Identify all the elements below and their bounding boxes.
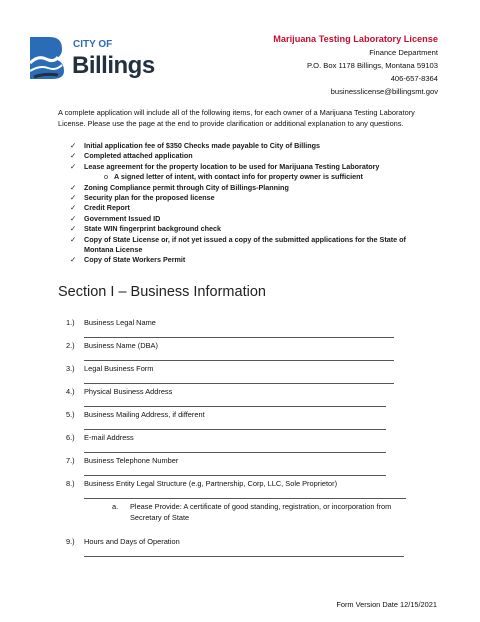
field-label: Business Entity Legal Structure (e.g, Partnership, Corp, LLC, Sole Proprietor) — [84, 479, 338, 488]
check-icon: ✓ — [70, 203, 77, 213]
field-label: Hours and Days of Operation — [84, 537, 180, 546]
checklist-item-label: Copy of State License or, if not yet issued a copy of the submitted applications for the State of Montana License — [84, 234, 406, 255]
section-heading: Section I – Business Information — [58, 284, 266, 300]
bullet-icon: o — [104, 172, 108, 182]
field-number: 3.) — [66, 364, 75, 373]
field-number: 5.) — [66, 410, 75, 419]
field-label: Physical Business Address — [84, 387, 173, 396]
checklist-item — [70, 183, 430, 193]
field-legal-business-form — [66, 364, 153, 373]
checklist-subitem — [104, 172, 430, 182]
checklist-item — [70, 162, 430, 183]
field-label: Business Name (DBA) — [84, 341, 158, 350]
field-business-legal-name — [66, 318, 156, 327]
field-physical-address — [66, 387, 172, 396]
certificate-subitem — [112, 501, 420, 523]
checklist-item — [70, 224, 430, 234]
legal-business-form-line[interactable] — [84, 383, 394, 384]
field-number: 8.) — [66, 479, 75, 488]
check-icon: ✓ — [70, 255, 77, 265]
checklist-item — [70, 255, 430, 265]
field-hours-operation — [66, 537, 180, 546]
field-entity-structure — [66, 479, 337, 488]
requirements-checklist — [70, 141, 430, 266]
field-label: Business Mailing Address, if different — [84, 410, 205, 419]
business-name-dba-line[interactable] — [84, 360, 394, 361]
entity-structure-line[interactable] — [84, 498, 406, 499]
field-label: Business Legal Name — [84, 318, 156, 327]
check-icon: ✓ — [70, 141, 77, 150]
logo-name: Billings — [72, 52, 155, 79]
field-number: 2.) — [66, 341, 75, 350]
checklist-item — [70, 141, 430, 151]
telephone-line[interactable] — [84, 475, 386, 476]
checklist-item-label: Copy of State Workers Permit — [84, 255, 186, 265]
check-icon: ✓ — [70, 161, 77, 171]
checklist-sublist — [84, 172, 430, 182]
check-icon: ✓ — [70, 224, 77, 234]
city-logo — [28, 33, 156, 81]
check-icon: ✓ — [70, 182, 77, 192]
intro-paragraph: A complete application will include all of the following items, for each owner of a Marijuana Testing Laboratory License. Please use the page at the end to provide clarification or additional explanation to any questions. — [58, 108, 415, 128]
checklist-item — [70, 151, 430, 161]
form-title: Marijuana Testing Laboratory License — [273, 34, 438, 44]
checklist-item — [70, 214, 430, 224]
subitem-letter: a. — [112, 502, 119, 511]
logo-city-of: CITY OF — [73, 39, 113, 50]
field-label: E-mail Address — [84, 433, 134, 442]
email-address: businesslicense@billingsmt.gov — [330, 87, 438, 96]
checklist-item-label: Zoning Compliance permit through City of Billings-Planning — [84, 182, 289, 192]
mailing-address: P.O. Box 1178 Billings, Montana 59103 — [306, 61, 438, 70]
field-label: Business Telephone Number — [84, 456, 179, 465]
check-icon: ✓ — [70, 193, 77, 203]
field-number: 4.) — [66, 387, 75, 396]
field-label: Legal Business Form — [84, 364, 154, 373]
checklist-item — [70, 235, 430, 256]
department: Finance Department — [369, 48, 438, 57]
checklist-item-label: Credit Report — [84, 203, 130, 213]
checklist-item-label: Completed attached application — [84, 151, 193, 161]
check-icon: ✓ — [70, 213, 77, 223]
email-address-line[interactable] — [84, 452, 386, 453]
checklist-subitem-label: A signed letter of intent, with contact info for property owner is sufficient — [114, 172, 363, 182]
checklist-item — [70, 193, 430, 203]
checklist-item-label: Lease agreement for the property location to be used for Marijuana Testing Laboratory — [84, 161, 380, 171]
form-version-date: Form Version Date 12/15/2021 — [336, 600, 437, 609]
checklist-item-label: Security plan for the proposed license — [84, 193, 215, 203]
field-business-name-dba — [66, 341, 158, 350]
checklist-item-label: Initial application fee of $350 Checks made payable to City of Billings — [84, 141, 321, 150]
field-number: 7.) — [66, 456, 75, 465]
field-number: 1.) — [66, 318, 75, 327]
subitem-text: Please Provide: A certificate of good standing, registration, or incorporation from Secretary of State — [130, 502, 392, 522]
org-header — [273, 33, 438, 98]
billings-logo-icon — [28, 33, 156, 81]
physical-address-line[interactable] — [84, 406, 386, 407]
field-mailing-address — [66, 410, 205, 419]
checklist-item — [70, 203, 430, 213]
hours-operation-line[interactable] — [84, 556, 404, 557]
check-icon: ✓ — [70, 234, 77, 244]
field-number: 6.) — [66, 433, 75, 442]
checklist-item-label: Government Issued ID — [84, 213, 161, 223]
check-icon: ✓ — [70, 151, 77, 161]
business-legal-name-line[interactable] — [84, 337, 394, 338]
field-telephone — [66, 456, 178, 465]
mailing-address-line[interactable] — [84, 429, 386, 430]
phone-number: 406-657-8364 — [390, 74, 438, 83]
field-number: 9.) — [66, 537, 75, 546]
field-email-address — [66, 433, 134, 442]
checklist-item-label: State WIN fingerprint background check — [84, 224, 221, 234]
